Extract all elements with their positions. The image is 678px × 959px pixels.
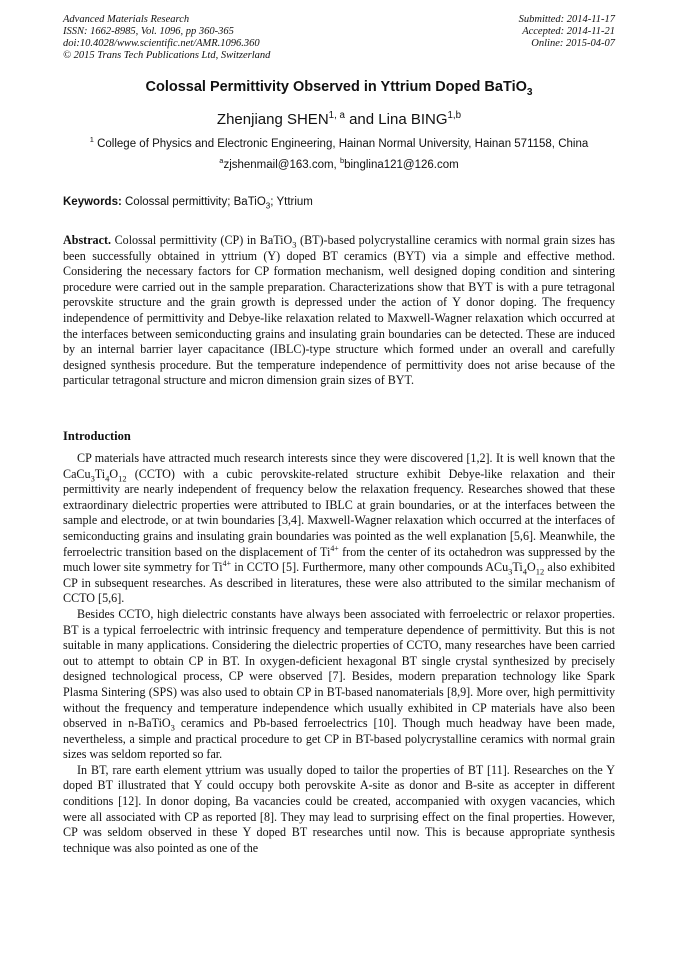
affiliation-text: College of Physics and Electronic Engineering, Hainan Normal University, Hainan 571158, China [93, 138, 589, 150]
p1-text: Ti [512, 560, 523, 575]
p1-text: Ti [94, 466, 106, 481]
p2-text: Besides CCTO, high dielectric constants have always been associated with ferroelectric or relaxor properties. BT is a typical ferroelectric with intrinsic frequency and temperature dependence of permittivity. But this is not suitable in many applications. Considering the dielectric properties of CCTO, many researches have been carried out to attempt to obtain CP in BT. In oxygen-deficient hexagonal BT single crystal synthesized by precisely designed technological process, CP were observed [7]. Besides, modern preparation technology like Spark Plasma Sintering (SPS) was also used to obtain CP in BT-based nanomaterials [8,9]. More over, high permittivity without the frequency and temperature independence which usually exhibited in CP materials have also been observed in n-BaTiO [63, 606, 615, 731]
author-emails [0, 156, 678, 171]
abstract-subscript: 3 [292, 239, 297, 250]
p1-sub: 3 [90, 473, 95, 483]
journal-name: Advanced Materials Research [63, 14, 190, 25]
email-b: binglina121@126.com [344, 159, 459, 171]
accepted-date: Accepted: 2014-11-21 [522, 26, 615, 37]
submitted-date: Submitted: 2014-11-17 [518, 14, 615, 25]
abstract [63, 233, 615, 389]
online-date: Online: 2015-04-07 [531, 38, 615, 49]
p1-text: from the center of its octahedron was suppressed by the much lower site symmetry for Ti [63, 544, 615, 575]
abstract-text-2: (BT)-based polycrystalline ceramics with normal grain sizes has been successfully obtained in yttrium (Y) doped BT ceramics (BYT) via a simple and effective method. Considering the necessary factors for CP formation mechanism, well designed doping condition and sintering procedure were carried out in the sample preparation. Characterizations show that BYT is with a pure tetragonal perovskite structure and the grain growth is depressed under the action of Y donor doping. The frequency independence of permittivity and Debye-like relaxation related to Maxwell-Wagner relaxation which occurred at the interfaces between semiconducting grains and insulating grain boundaries can be detected. These are induced by an internal barrier layer capacitance (IBLC)-type structure which formed under an overall and carefully designed synthesis procedure. But the temperature independence of permittivity does not arise because of the particular tetragonal structure and micron dimension grain sizes of BYT. [63, 233, 616, 388]
author-2-affil: 1,b [447, 110, 462, 121]
title-text: Colossal Permittivity Observed in Yttrium Doped BaTiO [145, 79, 527, 95]
section-heading-introduction: Introduction [63, 429, 131, 443]
author-1-name: Zhenjiang SHEN [216, 111, 329, 128]
p1-text: O [526, 560, 536, 575]
p1-text: also exhibited CP in subsequent researches. As described in literatures, these were also attributed to the similar mechanism of CCTO [5,6]. [63, 560, 616, 606]
abstract-text-1: Colossal permittivity (CP) in BaTiO [111, 233, 293, 247]
introduction-body [63, 451, 615, 856]
keywords-text-1: Colossal permittivity; BaTiO [121, 196, 266, 208]
issn-line: ISSN: 1662-8985, Vol. 1096, pp 360-365 [63, 26, 234, 37]
keywords-subscript: 3 [265, 201, 271, 211]
title-subscript: 3 [526, 86, 533, 98]
p1-sub: 3 [508, 566, 513, 577]
p1-text: (CCTO) with a cubic perovskite-related structure exhibit Debye-like relaxation and their permittivity are nearly independent of frequency below the relaxation frequency. Researches showed that these extraordinary dielectric properties were attributed to IBLC at grain boundaries, or at the interfaces between the sample and electrode, or at twin boundaries [3,4]. Maxwell-Wagner relaxation which occurred at the interfaces of semiconducting grains and insulating grain boundaries was pointed as the well explanation [5,6]. Meanwhile, the ferroelectric transition based on the displacement of Ti [63, 466, 615, 559]
intro-paragraph-1 [63, 451, 615, 607]
keywords-label: Keywords: [63, 196, 122, 208]
author-list [0, 111, 678, 128]
doi-line: doi:10.4028/www.scientific.net/AMR.1096.360 [63, 38, 260, 49]
email-a-marker: a [219, 156, 224, 166]
p1-text: O [109, 466, 119, 481]
paper-title [0, 79, 678, 98]
keywords-text-2: ; Yttrium [270, 196, 313, 208]
p1-text: CP materials have attracted much research interests since they were discovered [1,2]. It is well known that the CaCu [63, 451, 615, 481]
affiliation [0, 135, 678, 150]
p1-sub: 12 [118, 473, 127, 483]
journal-header-right [519, 14, 615, 50]
keywords [63, 196, 615, 211]
p2-text: ceramics and Pb-based ferroelectrics [10]. Though much headway have been made, nevertheless, a simple and practical procedure to get CP in BT-based polycrystalline ceramics with normal grain sizes was seldom reported so far. [63, 716, 615, 762]
intro-paragraph-2 [63, 607, 615, 763]
p1-text: in CCTO [5]. Furthermore, many other compounds ACu [231, 560, 509, 575]
p1-sub: 12 [535, 566, 545, 577]
email-b-marker: b [339, 156, 345, 166]
p2-sub: 3 [170, 722, 175, 733]
author-and: and [344, 111, 379, 128]
author-1-affil: 1, a [328, 110, 345, 121]
p1-sub: 4 [105, 473, 110, 483]
p1-sub: 4 [522, 566, 527, 577]
p1-sup: 4+ [222, 559, 232, 569]
author-2-name: Lina BING [378, 111, 448, 128]
abstract-label: Abstract. [63, 233, 112, 247]
copyright-line: © 2015 Trans Tech Publications Ltd, Switzerland [63, 50, 271, 61]
p1-sup: 4+ [330, 543, 339, 553]
email-a: zjshenmail@163.com [223, 159, 334, 171]
affiliation-number: 1 [89, 135, 94, 145]
journal-header-left [63, 14, 270, 62]
email-separator: , [333, 159, 340, 171]
intro-paragraph-3: In BT, rare earth element yttrium was usually doped to tailor the properties of BT [11]. Researches on the Y doped BT illustrated that Y could occupy both perovskite A-site as donor and B-site as accepter in different conditions [12]. In donor doping, Ba vacancies could be created, accompanied with oxygen vacancies, which were all associated with CP as reported [8]. They may lead to surprising effect on the final properties. However, CP was seldom observed in these Y doped BT researches until now. This is because appropriate synthesis technique was also pointed as one of the [63, 762, 615, 855]
